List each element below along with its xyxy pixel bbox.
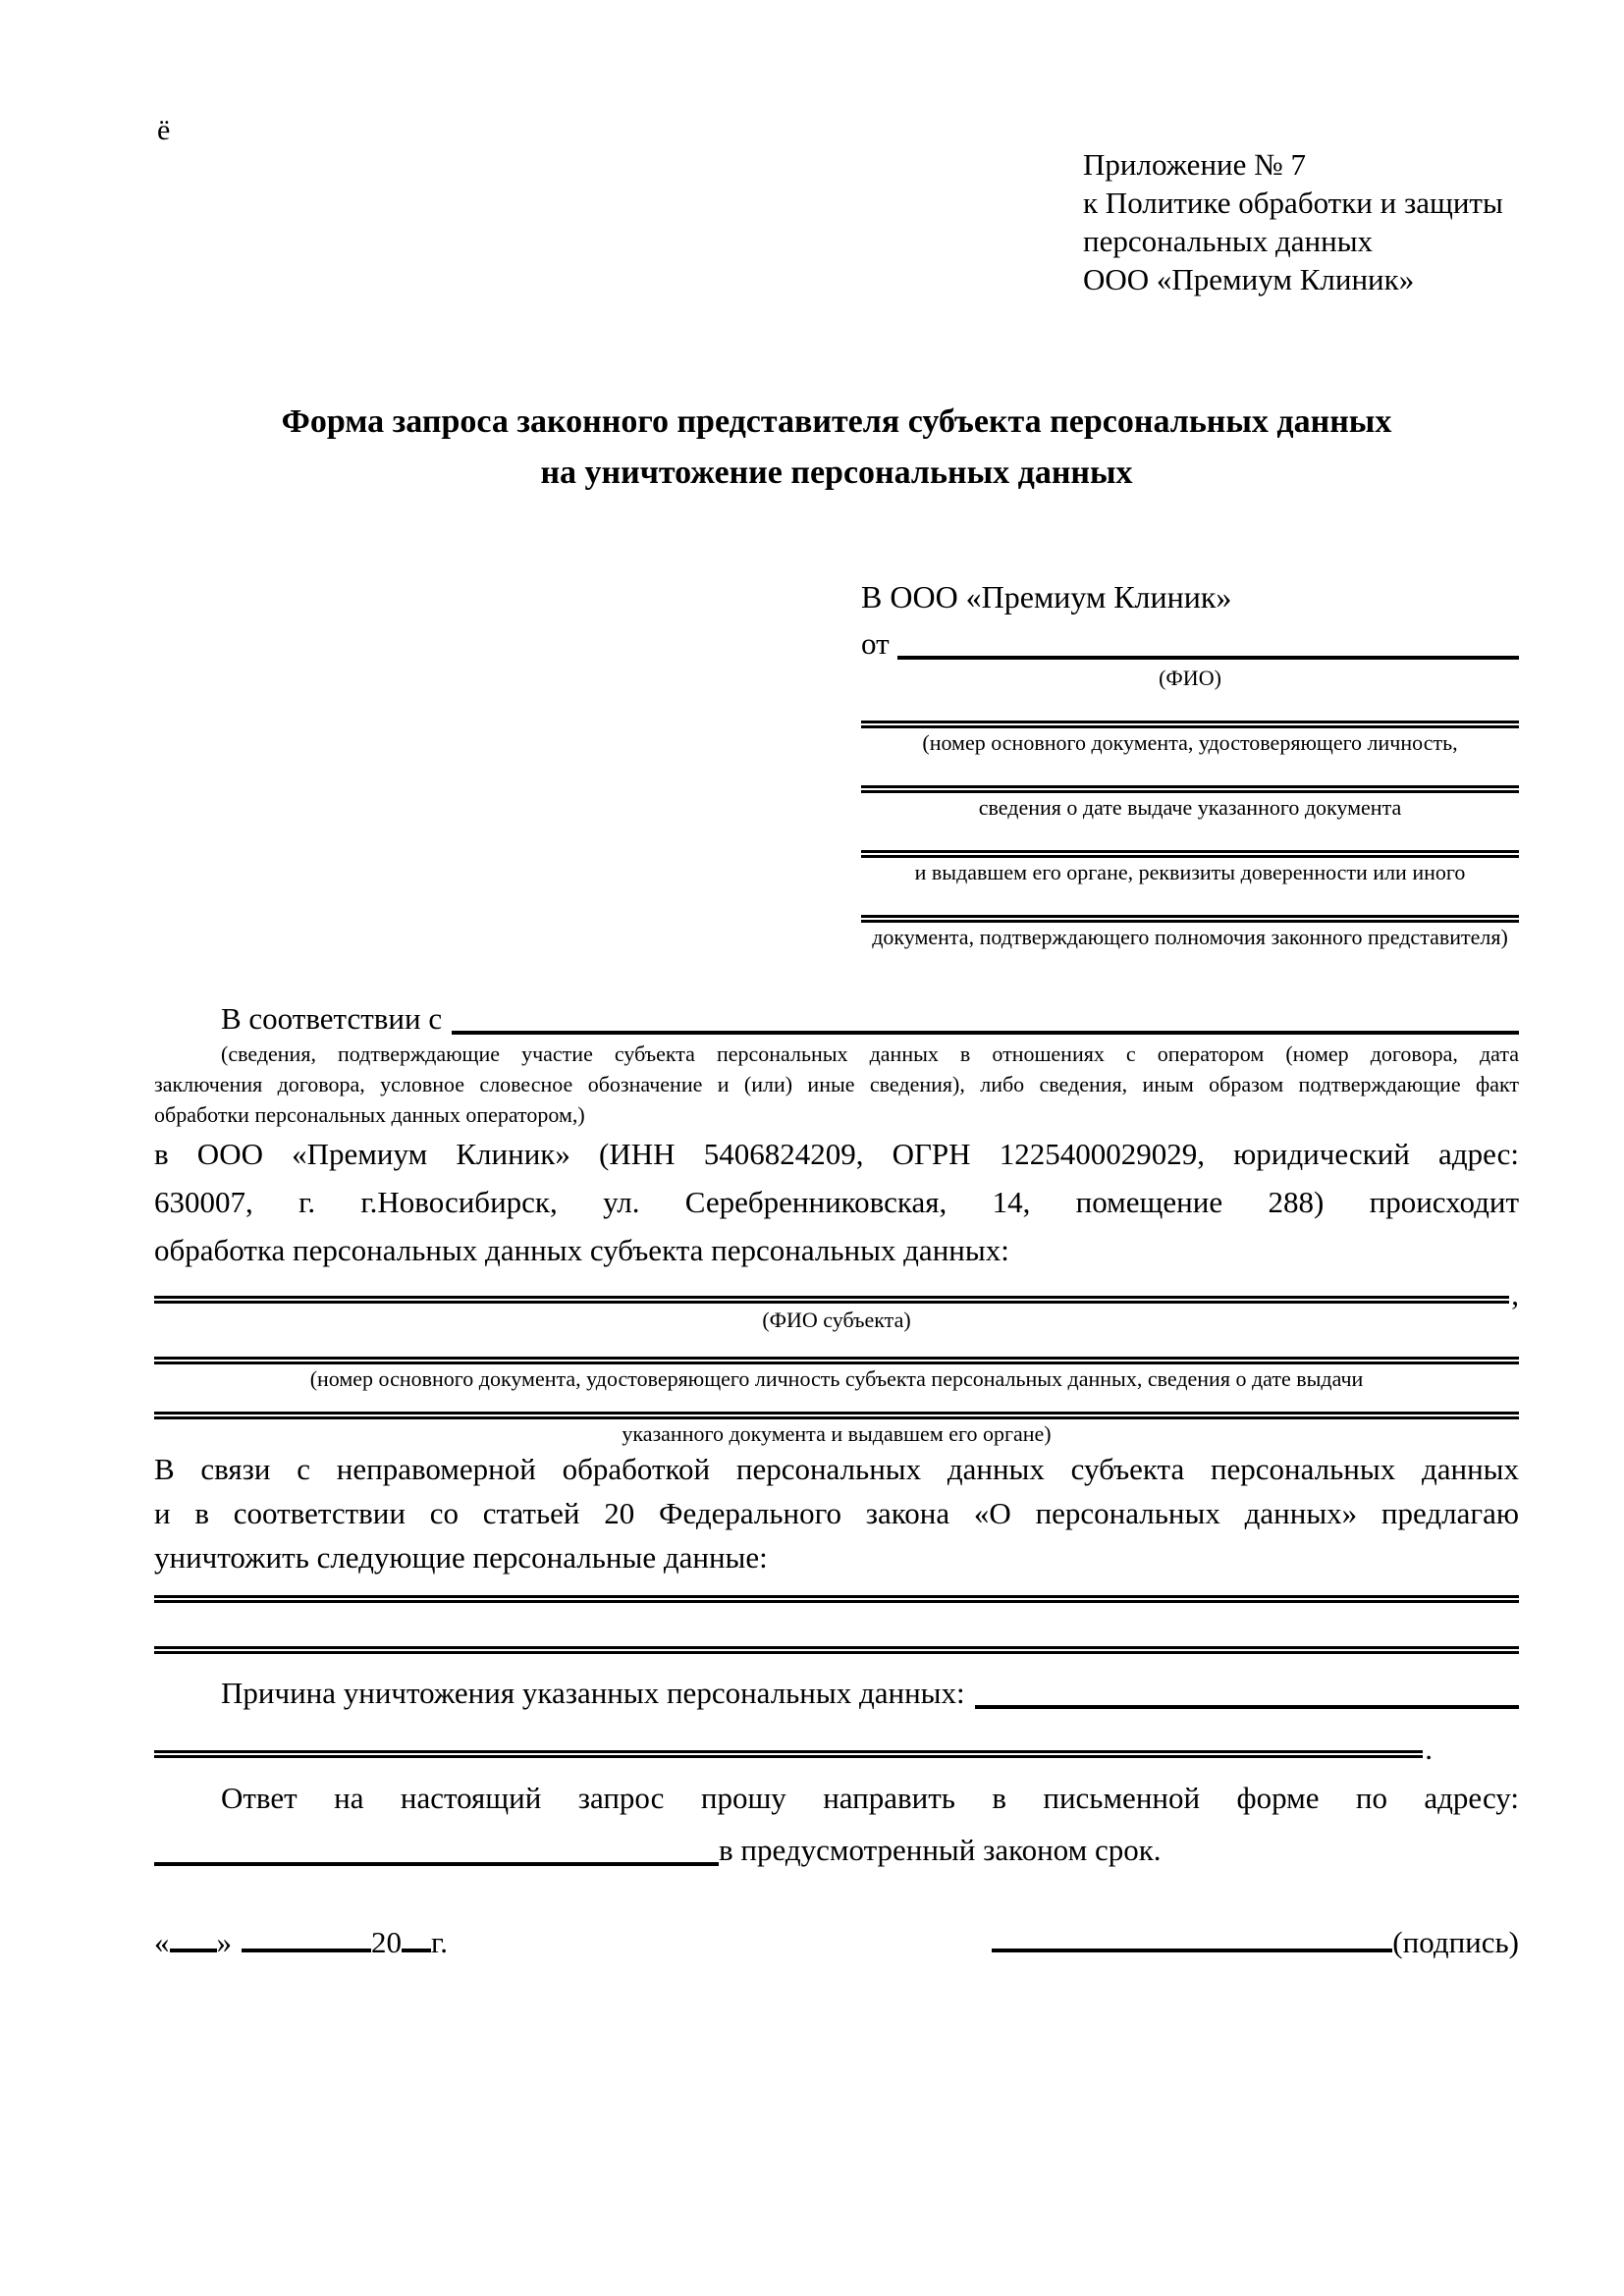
attachment-header-line: к Политике обработки и защиты	[1083, 186, 1503, 220]
from-blank-line	[897, 656, 1519, 660]
operator-line: обработка персональных данных субъекта персональных данных:	[154, 1233, 1009, 1267]
date-day-blank	[170, 1945, 217, 1952]
addressee-field	[861, 915, 1519, 950]
stray-character: ё	[157, 114, 171, 146]
subject-name-row	[154, 1277, 1519, 1311]
reason-label: Причина уничтожения указанных персональных данных:	[221, 1676, 965, 1710]
note-line: обработки персональных данных оператором,)	[154, 1102, 585, 1127]
year-prefix: 20	[371, 1925, 402, 1959]
quote-open: «	[154, 1925, 170, 1959]
sentence-period: .	[1425, 1732, 1433, 1766]
accordance-note	[154, 1039, 1519, 1130]
accordance-blank-line	[452, 1031, 1519, 1035]
addressee-block	[861, 577, 1519, 950]
subject-blank-line	[154, 1296, 1509, 1304]
subject-doc-blank-line	[154, 1412, 1519, 1419]
date-year-blank	[402, 1945, 431, 1952]
subject-doc-caption: указанного документа и выдавшем его органе)	[622, 1421, 1052, 1446]
reason-blank-line	[975, 1705, 1519, 1709]
subject-doc-caption: (номер основного документа, удостоверяющего личность субъекта персональных данных, сведения о дате выдачи	[309, 1366, 1364, 1391]
attachment-header-line: ООО «Премиум Клиник»	[1083, 262, 1415, 296]
subject-doc-field	[154, 1357, 1519, 1392]
date-field	[154, 1925, 448, 1960]
subject-doc-field	[154, 1412, 1519, 1447]
accordance-row	[154, 995, 1519, 1039]
trailing-comma: ,	[1511, 1277, 1519, 1311]
unlawful-line: В связи с неправомерной обработкой персональных данных субъекта персональных данных	[154, 1452, 1519, 1486]
attachment-header-line: персональных данных	[1083, 224, 1374, 258]
signature-caption: (подпись)	[1392, 1925, 1519, 1959]
title-line: на уничтожение персональных данных	[540, 454, 1133, 491]
quote-close: »	[216, 1925, 232, 1959]
fio-caption: (ФИО)	[1159, 666, 1221, 690]
reason-blank-line-2	[154, 1750, 1423, 1758]
field-caption: документа, подтверждающего полномочия законного представителя)	[872, 925, 1508, 949]
field-blank-line	[861, 850, 1519, 858]
field-blank-line	[861, 915, 1519, 923]
operator-line: в ООО «Премиум Клиник» (ИНН 5406824209, ОГРН 1225400029029, юридический адрес:	[154, 1137, 1519, 1171]
addressee-to: В ООО «Премиум Клиник»	[861, 579, 1232, 614]
addressee-field	[861, 850, 1519, 885]
answer-line: Ответ на настоящий запрос прошу направить в письменной форме по адресу:	[221, 1781, 1519, 1815]
accordance-label: В соответствии с	[221, 1001, 443, 1036]
year-suffix: г.	[431, 1925, 448, 1959]
reason-continuation-row	[154, 1732, 1433, 1766]
operator-paragraph	[154, 1130, 1519, 1274]
signature-blank-line	[992, 1945, 1392, 1952]
attachment-header	[1083, 0, 1519, 298]
unlawful-paragraph	[154, 1447, 1519, 1579]
subject-doc-blank-line	[154, 1357, 1519, 1364]
destroy-data-blank-line	[154, 1595, 1519, 1603]
from-row	[861, 622, 1519, 664]
note-line: заключения договора, условное словесное обозначение и (или) иные сведения), либо сведения, иным образом подтверждающие факт	[154, 1072, 1519, 1096]
footer-row	[154, 1925, 1519, 1960]
unlawful-line: и в соответствии со статьей 20 Федерального закона «О персональных данных» предлагаю	[154, 1496, 1519, 1530]
reason-row	[154, 1666, 1519, 1713]
destroy-data-blank-line	[154, 1646, 1519, 1654]
operator-line: 630007, г. г.Новосибирск, ул. Серебренниковская, 14, помещение 288) происходит	[154, 1185, 1519, 1219]
document-title	[154, 397, 1519, 499]
from-label: от	[861, 626, 890, 661]
field-caption: и выдавшем его органе, реквизиты доверенности или иного	[914, 860, 1466, 884]
addressee-field	[861, 785, 1519, 821]
answer-address-row	[154, 1822, 1519, 1870]
field-blank-line	[861, 721, 1519, 728]
title-line: Форма запроса законного представителя субъекта персональных данных	[281, 403, 1392, 440]
answer-tail: в предусмотренный законом срок.	[719, 1833, 1162, 1867]
field-caption: сведения о дате выдаче указанного документа	[978, 795, 1402, 820]
document-content	[154, 0, 1519, 1960]
address-blank-line	[154, 1862, 719, 1866]
addressee-field	[861, 721, 1519, 756]
field-blank-line	[861, 785, 1519, 793]
unlawful-line: уничтожить следующие персональные данные:	[154, 1540, 768, 1575]
subject-fio-caption: (ФИО субъекта)	[762, 1308, 911, 1332]
note-line: (сведения, подтверждающие участие субъекта персональных данных в отношениях с оператором (номер договора, дата	[221, 1041, 1519, 1066]
attachment-header-line: Приложение № 7	[1083, 147, 1306, 182]
field-caption: (номер основного документа, удостоверяющего личность,	[922, 730, 1458, 755]
date-month-blank	[242, 1945, 371, 1952]
signature-field	[992, 1925, 1519, 1960]
